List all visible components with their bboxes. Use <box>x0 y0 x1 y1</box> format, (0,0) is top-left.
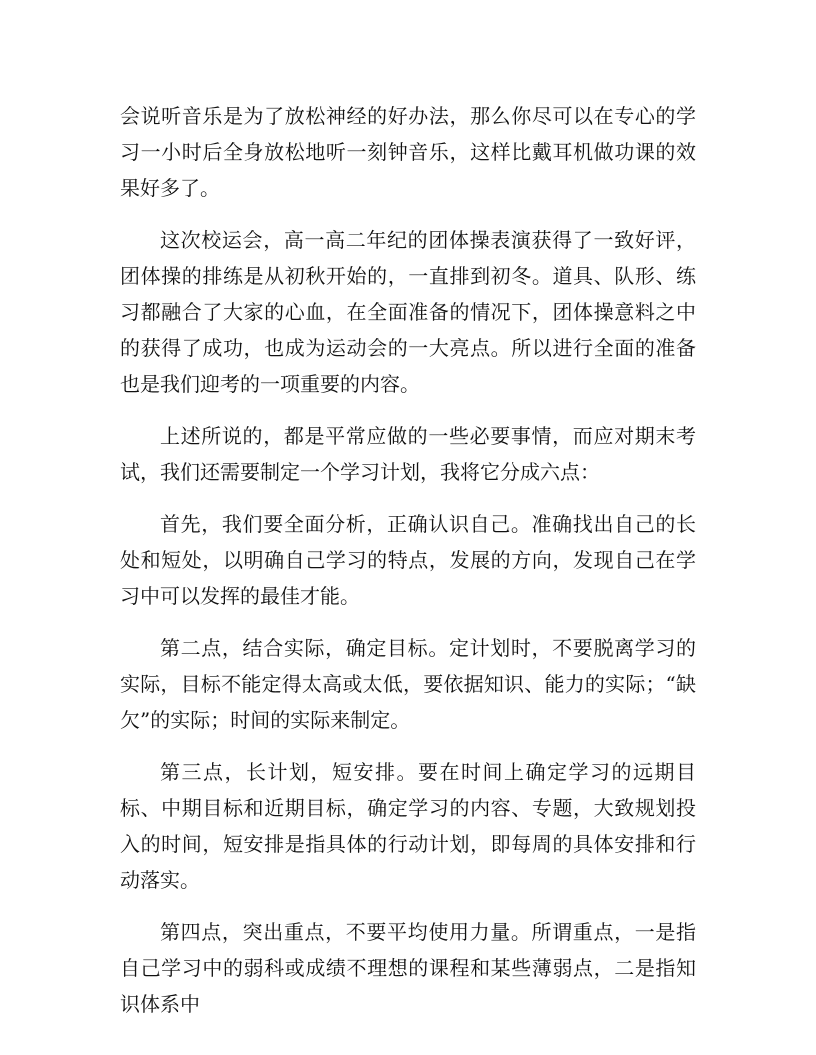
document-body <box>120 98 696 1038</box>
paragraph-sports-meet: 这次校运会，高一高二年纪的团体操表演获得了一致好评，团体操的排练是从初秋开始的，一直排到初冬。道具、队形、练习都融合了大家的心血，在全面准备的情况下，团体操意料之中的获得了成功，也成为运动会的一大亮点。所以进行全面的准备也是我们迎考的一项重要的内容。 <box>120 228 696 396</box>
paragraph-point-two: 第二点，结合实际，确定目标。定计划时，不要脱离学习的实际，目标不能定得太高或太低，要依据知识、能力的实际；“缺欠”的实际；时间的实际来制定。 <box>120 636 696 732</box>
paragraph-study-plan-intro: 上述所说的，都是平常应做的一些必要事情，而应对期末考试，我们还需要制定一个学习计划，我将它分成六点： <box>120 424 696 484</box>
paragraph-point-one: 首先，我们要全面分析，正确认识自己。准确找出自己的长处和短处，以明确自己学习的特点，发展的方向，发现自己在学习中可以发挥的最佳才能。 <box>120 512 696 608</box>
paragraph-continuation: 会说听音乐是为了放松神经的好办法，那么你尽可以在专心的学习一小时后全身放松地听一刻钟音乐，这样比戴耳机做功课的效果好多了。 <box>120 104 696 200</box>
paragraph-point-three: 第三点，长计划，短安排。要在时间上确定学习的远期目标、中期目标和近期目标，确定学习的内容、专题，大致规划投入的时间，短安排是指具体的行动计划，即每周的具体安排和行动落实。 <box>120 760 696 892</box>
paragraph-point-four: 第四点，突出重点，不要平均使用力量。所谓重点，一是指自己学习中的弱科或成绩不理想的课程和某些薄弱点，二是指知识体系中 <box>120 920 696 1016</box>
